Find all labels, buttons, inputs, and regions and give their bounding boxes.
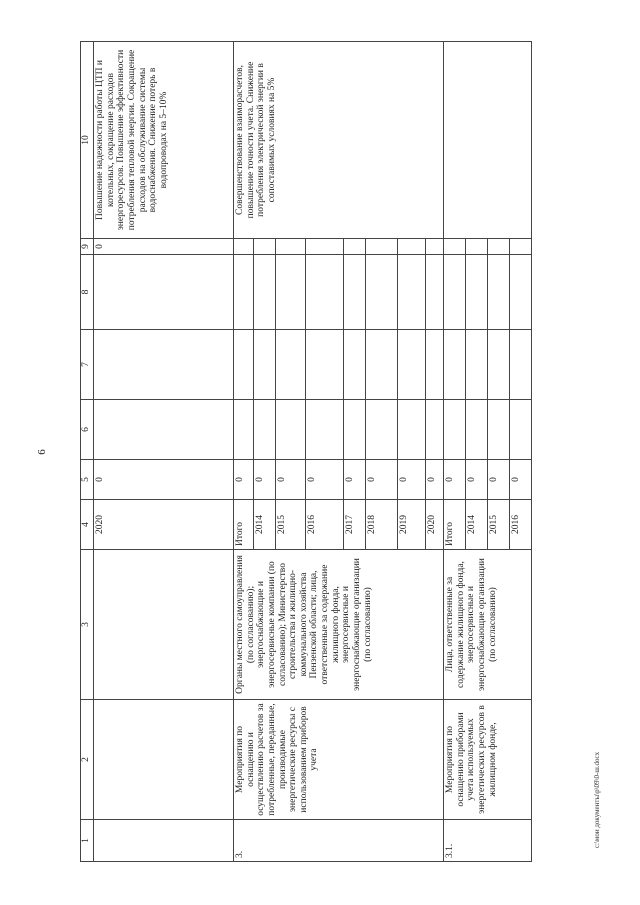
col-header-2: 2: [81, 700, 94, 820]
row-number: 3.: [234, 820, 444, 862]
value-cell: 0: [94, 460, 234, 500]
table-row: [444, 42, 466, 862]
year-cell: 2014: [254, 500, 276, 550]
col-header-10: 10: [81, 42, 94, 239]
value-cell: 0: [510, 460, 532, 500]
measure-name: Мероприятия по оснащению приборами учета используемых энергетических ресурсов в жилищном фонде,: [444, 700, 532, 820]
table-row: [234, 42, 254, 862]
value-cell: 0: [306, 460, 344, 500]
measures-table: [80, 41, 532, 862]
col-header-3: 3: [81, 550, 94, 700]
year-cell: 2020: [94, 500, 234, 550]
value-cell: 0: [366, 460, 398, 500]
year-cell: Итого: [234, 500, 254, 550]
value-cell: 0: [398, 460, 426, 500]
year-cell: 2016: [306, 500, 344, 550]
result-cell: Повышение надежности работы ЦТП и котельных, сокращение расходов энергоресурсов. Повышение эффективности потребления тепловой энергии. Сокращение расходов на обслуживание системы водоснабжения. Снижение потерь в водопроводах на 5–10%: [94, 42, 234, 239]
value-cell: 0: [344, 460, 366, 500]
executors: Органы местного самоуправления (по согласованию); энергоснабжающие и энергосервисные компании (по согласованию); Министерство строительства и жилищно-коммунального хозяйства Пензенской области; лица, ответственные за содержание жилищного фонда, энергосервисные и энергоснабжающие организации (по согласованию): [234, 550, 444, 700]
result-cell: Совершенствование взаиморасчетов, повышение точности учета. Снижение потребления электрической энергии в сопоставимых условиях на 5%: [234, 42, 444, 239]
value-cell: 0: [444, 460, 466, 500]
col-header-9: 9: [81, 239, 94, 255]
year-cell: 2019: [398, 500, 426, 550]
year-cell: Итого: [444, 500, 466, 550]
column-numbers-row: [81, 42, 94, 862]
year-cell: 2018: [366, 500, 398, 550]
col-header-4: 4: [81, 500, 94, 550]
col-header-8: 8: [81, 255, 94, 330]
rotated-page-content: [80, 42, 600, 862]
value-cell: 0: [488, 460, 510, 500]
year-cell: 2014: [466, 500, 488, 550]
year-cell: 2017: [344, 500, 366, 550]
year-cell: 2016: [510, 500, 532, 550]
year-cell: 2015: [276, 500, 306, 550]
file-path-footer: c:\мои документы\р\09\0-ш.docx: [593, 751, 601, 849]
value-cell: 0: [276, 460, 306, 500]
value-cell: 0: [234, 460, 254, 500]
row-number: 3.1.: [444, 820, 532, 862]
value-cell: 0: [94, 239, 234, 255]
year-cell: 2015: [488, 500, 510, 550]
col-header-1: 1: [81, 820, 94, 862]
year-cell: 2020: [426, 500, 444, 550]
table-row: [94, 42, 234, 862]
value-cell: 0: [254, 460, 276, 500]
executors: Лица, ответственные за содержание жилищного фонда, энергосервисные и энергоснабжающие организации (по согласованию): [444, 550, 532, 700]
page-number: 6: [36, 449, 48, 455]
col-header-5: 5: [81, 460, 94, 500]
col-header-6: 6: [81, 400, 94, 460]
measure-name: Мероприятия по оснащению и осуществлению расчетов за потребленные, переданные, производимые энергетические ресурсы с использованием приборов учета: [234, 700, 444, 820]
value-cell: 0: [426, 460, 444, 500]
value-cell: 0: [466, 460, 488, 500]
col-header-7: 7: [81, 330, 94, 400]
